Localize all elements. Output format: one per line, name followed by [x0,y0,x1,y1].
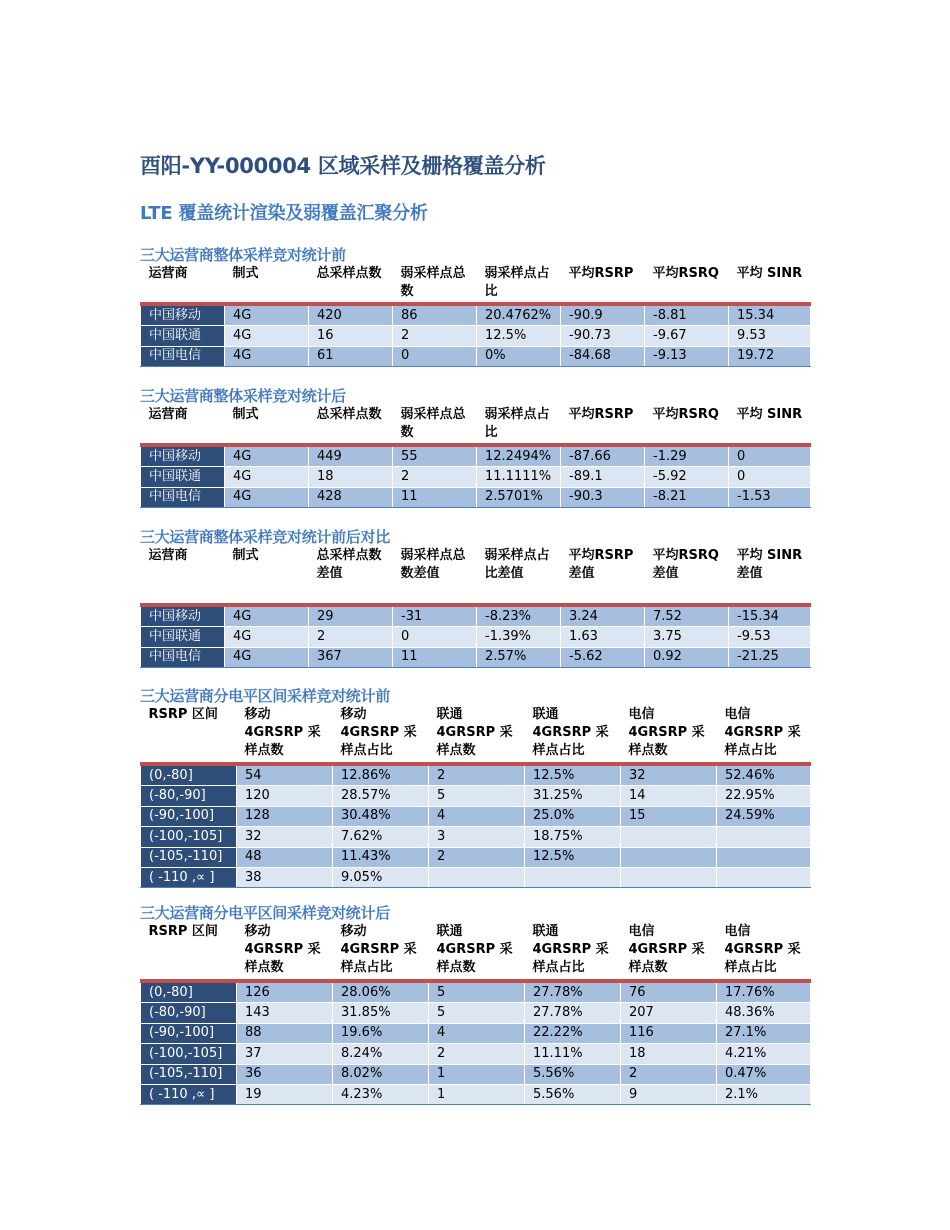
table-cell: 86 [393,304,477,326]
table-cell: -1.39% [477,627,561,647]
table-cell: 4 [429,806,525,826]
table-row [141,627,811,647]
table-cell: 0 [393,346,477,366]
table-cell: 18.75% [525,827,621,847]
column-header: 联通 4GRSRP 采样点占比 [525,923,621,981]
table-cell: -89.1 [561,467,645,487]
row-label-cell: (-80,-90] [141,1003,237,1023]
column-header: 电信 4GRSRP 采样点数 [621,706,717,764]
table-cell: 32 [237,827,333,847]
table-cell: 88 [237,1023,333,1043]
table-cell: 9 [621,1084,717,1104]
row-label-cell: 中国移动 [141,445,225,467]
table-title: 三大运营商整体采样竞对统计前后对比 [140,528,390,546]
table-cell: 2 [309,627,393,647]
operator-stats-table [140,547,811,668]
operator-table-section [140,245,810,367]
table-cell: 54 [237,764,333,786]
row-label-cell: ( -110 ,∝ ] [141,867,237,887]
table-row [141,827,811,847]
table-cell: 2.57% [477,647,561,667]
column-header: 平均RSRP [561,406,645,445]
row-label-cell: 中国联通 [141,326,225,346]
row-label-cell: (-100,-105] [141,1044,237,1064]
table-cell: 1 [429,1064,525,1084]
table-row [141,304,811,326]
table-row [141,326,811,346]
table-row [141,1044,811,1064]
table-cell: 207 [621,1003,717,1023]
column-header: 弱采样点总数 [393,265,477,304]
rsrp-level-table-section [140,686,810,888]
operator-stats-table [140,406,811,508]
table-cell: 0 [393,627,477,647]
table-title: 三大运营商分电平区间采样竞对统计前 [140,687,390,705]
column-header: 总采样点数 [309,406,393,445]
table-row [141,605,811,627]
column-header: 平均RSRP [561,265,645,304]
table-cell: 2.5701% [477,487,561,507]
table-row [141,1003,811,1023]
table-cell: 2 [429,764,525,786]
table-cell: 128 [237,806,333,826]
table-cell: 12.2494% [477,445,561,467]
table-cell: 4.21% [717,1044,811,1064]
table-row [141,1064,811,1084]
table-cell: 22.95% [717,786,811,806]
table-cell: 2 [393,467,477,487]
row-label-cell: (-90,-100] [141,806,237,826]
row-label-cell: (-100,-105] [141,827,237,847]
table-cell: 15 [621,806,717,826]
table-cell: 5 [429,981,525,1003]
table-cell: 0 [729,467,811,487]
table-cell: 8.02% [333,1064,429,1084]
table-cell: -21.25 [729,647,811,667]
table-cell: 19 [237,1084,333,1104]
table-cell: 4G [225,605,309,627]
column-header: 运营商 [141,547,225,605]
table-cell: 12.5% [525,764,621,786]
column-header: 运营商 [141,406,225,445]
table-cell: 2 [429,847,525,867]
column-header: 制式 [225,547,309,605]
table-cell [525,867,621,887]
table-cell: 38 [237,867,333,887]
table-cell: 28.57% [333,786,429,806]
rsrp-level-table-section [140,903,810,1105]
table-cell: 27.78% [525,1003,621,1023]
table-cell: 24.59% [717,806,811,826]
table-cell: 4G [225,346,309,366]
table-cell: 28.06% [333,981,429,1003]
table-row [141,1023,811,1043]
table-cell: 2 [429,1044,525,1064]
table-cell: 5 [429,786,525,806]
table-cell: 19.6% [333,1023,429,1043]
table-cell: 4G [225,627,309,647]
column-header: 平均 SINR [729,265,811,304]
table-cell: 15.34 [729,304,811,326]
row-label-cell: (0,-80] [141,981,237,1003]
table-cell: 0 [729,445,811,467]
table-cell: 11 [393,487,477,507]
column-header: 联通 4GRSRP 采样点数 [429,706,525,764]
table-cell: 7.52 [645,605,729,627]
table-cell: 1.63 [561,627,645,647]
table-cell: -9.53 [729,627,811,647]
table-cell: -5.62 [561,647,645,667]
operator-table-section [140,527,810,668]
column-header: 平均RSRP 差值 [561,547,645,605]
table-row [141,806,811,826]
table-cell [717,847,811,867]
row-label-cell: 中国移动 [141,605,225,627]
table-cell: 0.47% [717,1064,811,1084]
table-cell: 9.53 [729,326,811,346]
table-cell: -31 [393,605,477,627]
column-header: 平均RSRQ 差值 [645,547,729,605]
table-cell: 3.24 [561,605,645,627]
rsrp-level-table [140,706,811,888]
document-subtitle: LTE 覆盖统计渲染及弱覆盖汇聚分析 [140,203,428,224]
row-label-cell: 中国联通 [141,467,225,487]
table-cell: 5 [429,1003,525,1023]
table-cell [621,827,717,847]
table-cell: 0.92 [645,647,729,667]
row-label-cell: (-105,-110] [141,1064,237,1084]
table-cell: 32 [621,764,717,786]
column-header: 移动 4GRSRP 采样点占比 [333,706,429,764]
column-header: 平均RSRQ [645,406,729,445]
table-cell: 11 [393,647,477,667]
table-cell: -8.23% [477,605,561,627]
table-row [141,867,811,887]
table-cell: 4G [225,647,309,667]
table-row [141,981,811,1003]
table-row [141,487,811,507]
table-cell: -8.21 [645,487,729,507]
table-cell: 76 [621,981,717,1003]
table-cell: -87.66 [561,445,645,467]
operator-stats-table [140,265,811,367]
table-cell: 120 [237,786,333,806]
table-row [141,786,811,806]
table-cell: 17.76% [717,981,811,1003]
table-title: 三大运营商分电平区间采样竞对统计后 [140,904,390,922]
column-header: 移动 4GRSRP 采样点数 [237,706,333,764]
operator-table-section [140,386,810,508]
row-label-cell: 中国电信 [141,346,225,366]
column-header: 弱采样点总数差值 [393,547,477,605]
table-cell: 5.56% [525,1064,621,1084]
table-cell: -84.68 [561,346,645,366]
table-cell: 7.62% [333,827,429,847]
table-cell: -1.29 [645,445,729,467]
table-cell [621,847,717,867]
table-cell: -1.53 [729,487,811,507]
table-cell: 61 [309,346,393,366]
table-cell: 428 [309,487,393,507]
table-cell: 16 [309,326,393,346]
table-cell: 12.5% [525,847,621,867]
column-header: 制式 [225,265,309,304]
table-cell: -9.13 [645,346,729,366]
table-cell: 12.86% [333,764,429,786]
column-header: 联通 4GRSRP 采样点占比 [525,706,621,764]
table-cell [621,867,717,887]
table-cell: 2.1% [717,1084,811,1104]
column-header: 弱采样点占比 [477,265,561,304]
table-cell: 9.05% [333,867,429,887]
table-cell: 4G [225,487,309,507]
column-header: 总采样点数差值 [309,547,393,605]
table-cell: 36 [237,1064,333,1084]
column-header: 弱采样点占比 [477,406,561,445]
table-cell: 8.24% [333,1044,429,1064]
column-header: 弱采样点总数 [393,406,477,445]
table-cell: -15.34 [729,605,811,627]
column-header: 平均 SINR差值 [729,547,811,605]
table-cell: 31.85% [333,1003,429,1023]
row-label-cell: ( -110 ,∝ ] [141,1084,237,1104]
column-header: RSRP 区间 [141,706,237,764]
column-header: 平均 SINR [729,406,811,445]
table-cell: 367 [309,647,393,667]
document-title: 酉阳-YY-000004 区域采样及栅格覆盖分析 [140,154,546,178]
table-cell: 126 [237,981,333,1003]
table-cell: 11.43% [333,847,429,867]
column-header: 总采样点数 [309,265,393,304]
table-cell: 420 [309,304,393,326]
table-cell: 143 [237,1003,333,1023]
table-cell: 22.22% [525,1023,621,1043]
column-header: 弱采样点占比差值 [477,547,561,605]
table-cell [717,827,811,847]
row-label-cell: (-80,-90] [141,786,237,806]
table-cell: 19.72 [729,346,811,366]
table-cell: 4.23% [333,1084,429,1104]
table-row [141,1084,811,1104]
table-cell: 27.1% [717,1023,811,1043]
column-header: 联通 4GRSRP 采样点数 [429,923,525,981]
table-cell: 4G [225,467,309,487]
row-label-cell: 中国移动 [141,304,225,326]
table-cell: 4G [225,445,309,467]
table-cell: 55 [393,445,477,467]
row-label-cell: (0,-80] [141,764,237,786]
table-cell: -90.73 [561,326,645,346]
table-cell: -8.81 [645,304,729,326]
table-cell: 0% [477,346,561,366]
column-header: 运营商 [141,265,225,304]
table-cell: 449 [309,445,393,467]
table-cell: 5.56% [525,1084,621,1104]
column-header: 电信 4GRSRP 采样点占比 [717,706,811,764]
table-title: 三大运营商整体采样竞对统计前 [140,246,346,264]
table-row [141,764,811,786]
row-label-cell: (-90,-100] [141,1023,237,1043]
table-cell: 52.46% [717,764,811,786]
table-cell: 116 [621,1023,717,1043]
table-cell: 48 [237,847,333,867]
table-cell: 31.25% [525,786,621,806]
column-header: 移动 4GRSRP 采样点数 [237,923,333,981]
table-cell: 3 [429,827,525,847]
table-cell: -90.3 [561,487,645,507]
table-cell: -9.67 [645,326,729,346]
table-cell [717,867,811,887]
table-cell: 30.48% [333,806,429,826]
row-label-cell: 中国电信 [141,487,225,507]
table-cell: 3.75 [645,627,729,647]
row-label-cell: 中国电信 [141,647,225,667]
table-cell: 14 [621,786,717,806]
row-label-cell: 中国联通 [141,627,225,647]
column-header: 电信 4GRSRP 采样点占比 [717,923,811,981]
table-cell: 2 [393,326,477,346]
table-row [141,346,811,366]
table-cell: 20.4762% [477,304,561,326]
table-cell: 25.0% [525,806,621,826]
column-header: RSRP 区间 [141,923,237,981]
table-cell: 1 [429,1084,525,1104]
column-header: 平均RSRQ [645,265,729,304]
table-cell: 11.1111% [477,467,561,487]
table-cell: 4 [429,1023,525,1043]
table-row [141,467,811,487]
table-cell: 4G [225,326,309,346]
table-cell: -90.9 [561,304,645,326]
table-title: 三大运营商整体采样竞对统计后 [140,387,346,405]
table-cell: -5.92 [645,467,729,487]
table-cell: 37 [237,1044,333,1064]
column-header: 电信 4GRSRP 采样点数 [621,923,717,981]
table-row [141,445,811,467]
table-cell: 4G [225,304,309,326]
column-header: 移动 4GRSRP 采样点占比 [333,923,429,981]
table-cell: 12.5% [477,326,561,346]
table-cell: 29 [309,605,393,627]
row-label-cell: (-105,-110] [141,847,237,867]
table-row [141,647,811,667]
table-cell: 48.36% [717,1003,811,1023]
table-cell: 18 [309,467,393,487]
table-cell: 18 [621,1044,717,1064]
rsrp-level-table [140,923,811,1105]
table-cell: 2 [621,1064,717,1084]
column-header: 制式 [225,406,309,445]
table-cell: 27.78% [525,981,621,1003]
table-cell [429,867,525,887]
table-cell: 11.11% [525,1044,621,1064]
table-row [141,847,811,867]
